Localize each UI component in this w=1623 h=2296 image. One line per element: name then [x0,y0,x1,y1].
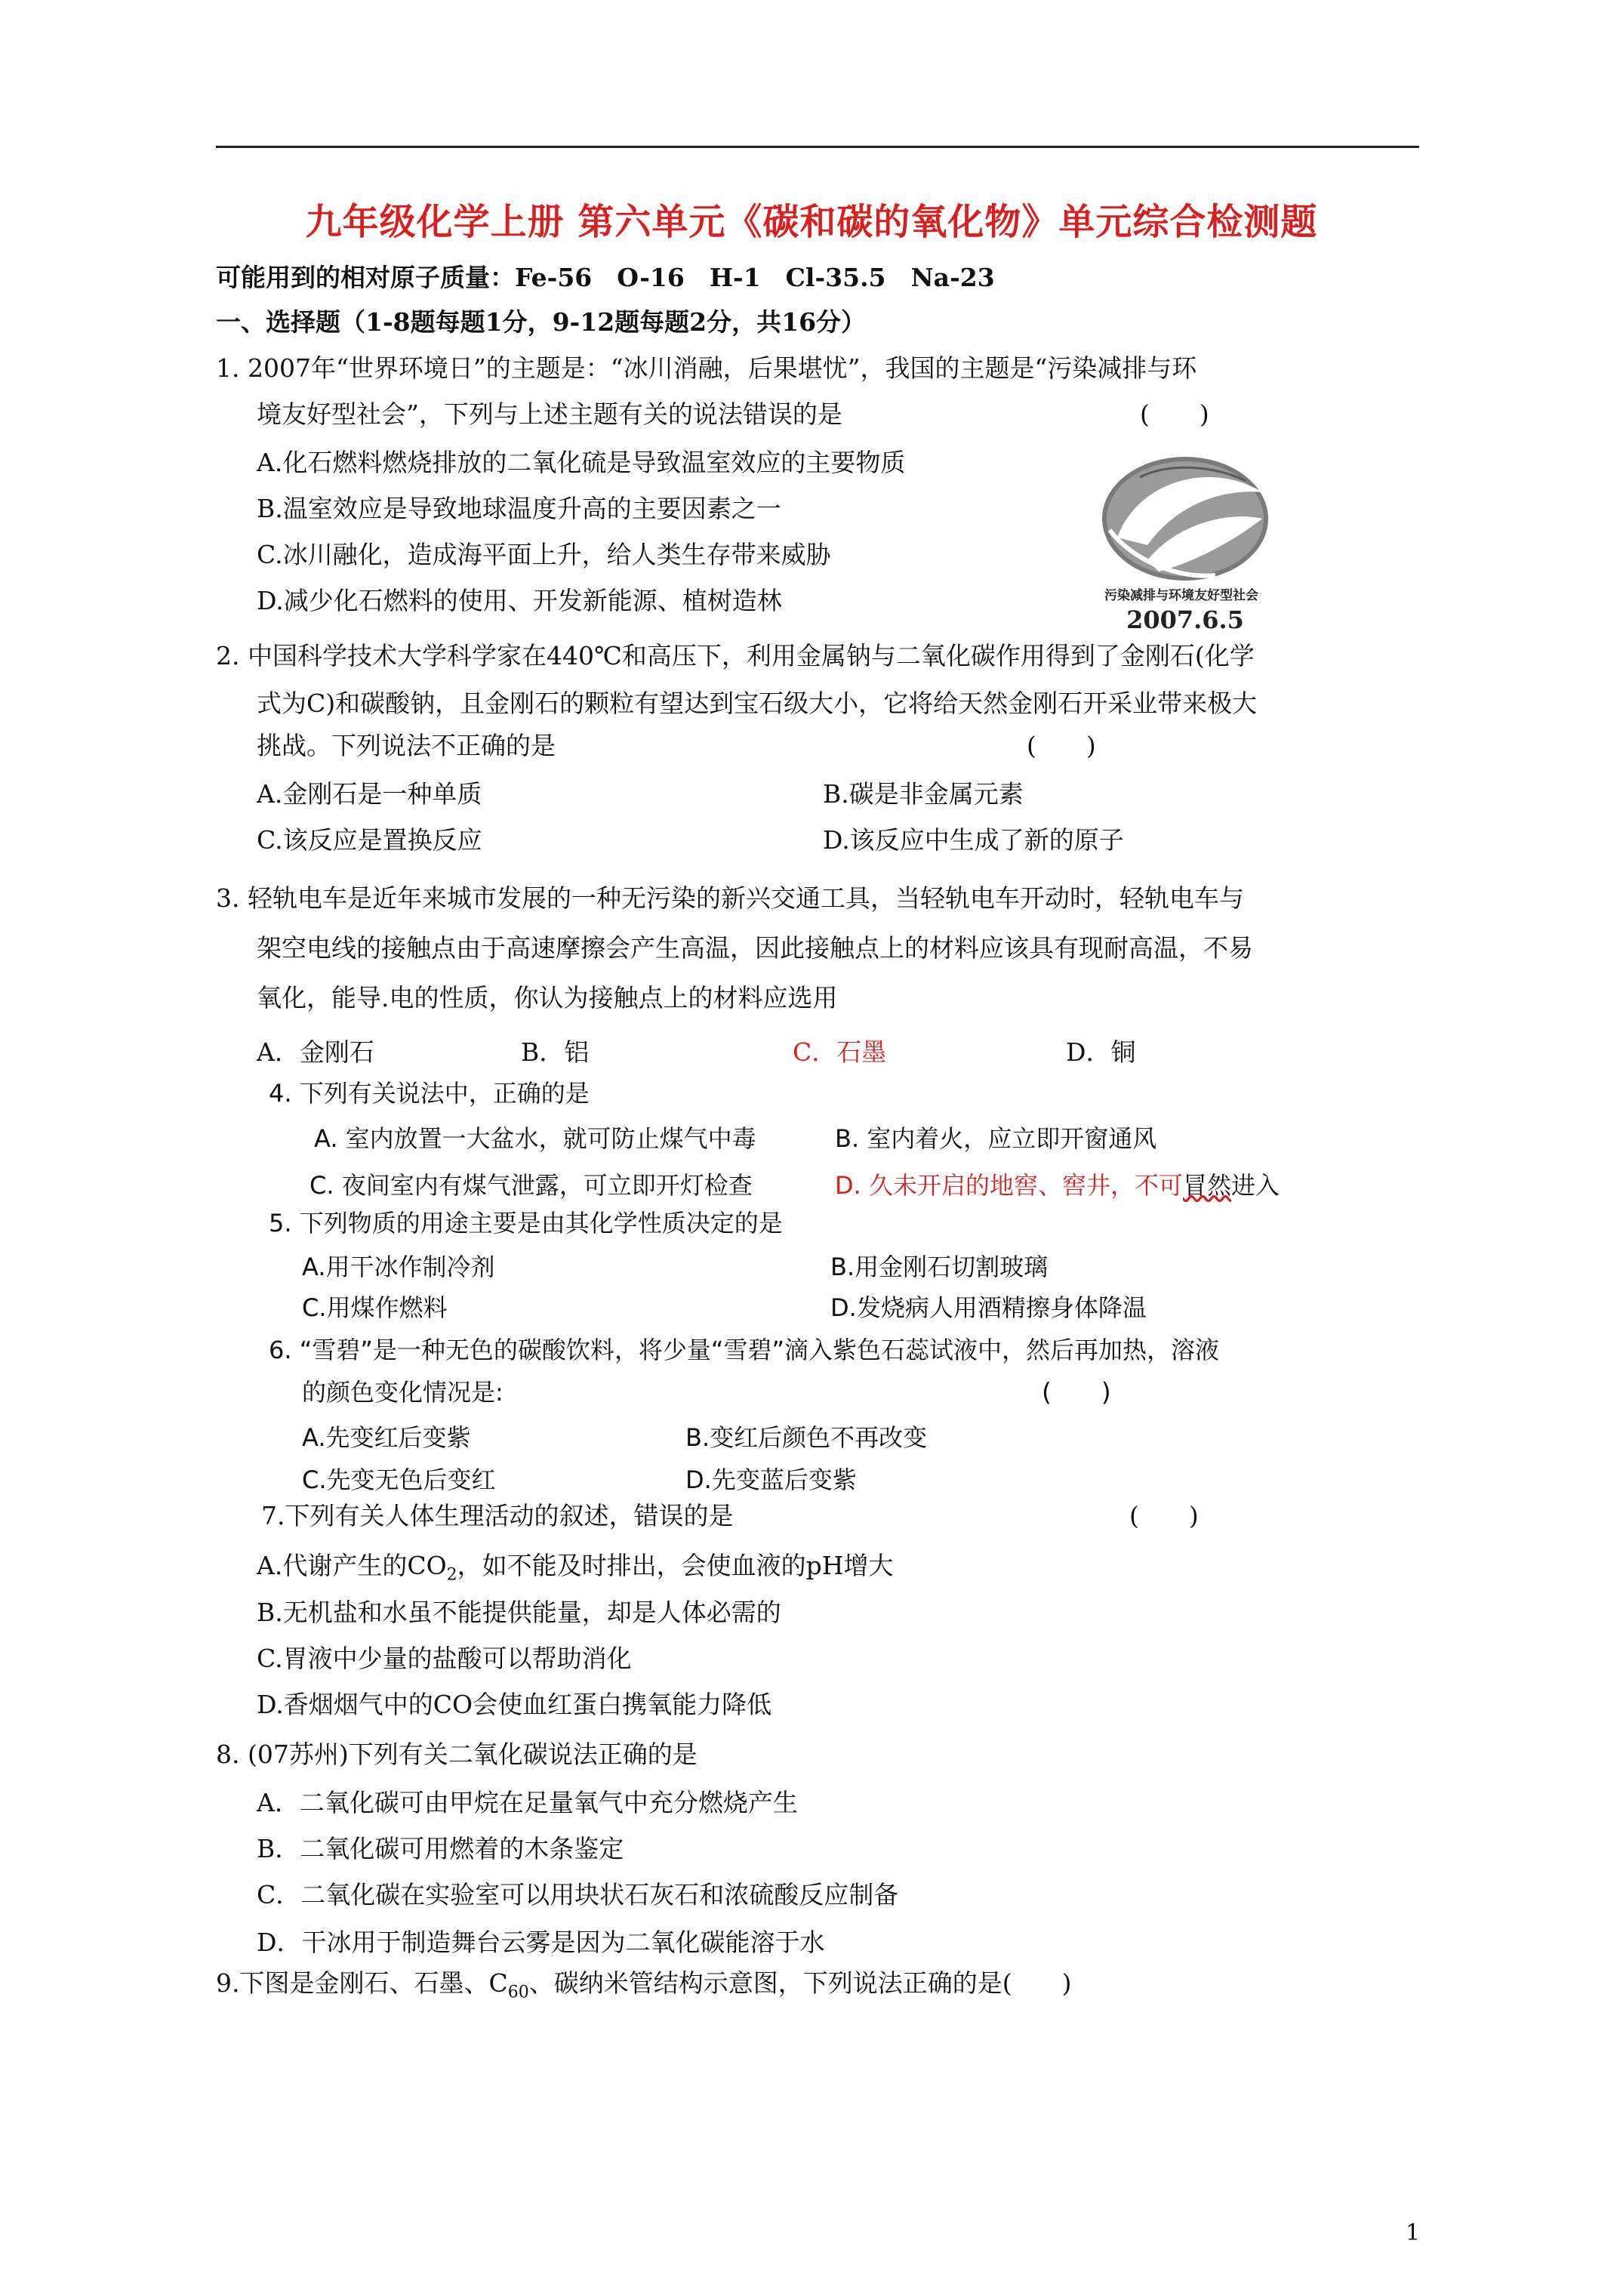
q7-option-a-prefix: A.代谢产生的CO [257,1551,447,1580]
document-title: 九年级化学上册 第六单元《碳和碳的氧化物》单元综合检测题 [305,201,1318,243]
q3-option-c-answer: C．石墨 [793,1037,887,1067]
q8-option-d: D．干冰用于制造舞台云雾是因为二氧化碳能溶于水 [257,1928,825,1957]
q1-stem-line2: 境友好型社会”，下列与上述主题有关的说法错误的是 [257,399,842,429]
section-heading: 一、选择题（1-8题每题1分，9-12题每题2分，共16分） [216,307,867,337]
q3-option-b: B．铝 [521,1037,590,1067]
page-number: 1 [1406,2220,1421,2246]
q4-stem: 4. 下列有关说法中，正确的是 [269,1079,590,1108]
q4-option-d-prefix: D. 久未开启的地窖、窖井，不可 [835,1171,1183,1200]
q7-answer-blank: ( ) [1129,1501,1199,1530]
q3-option-d: D．铜 [1066,1037,1136,1067]
q4-option-d-suffix: 进入 [1231,1171,1280,1200]
environment-day-logo [1064,447,1298,636]
q9-stem-prefix: 9.下图是金刚石、石墨、C [216,1968,508,1998]
q7-option-a-subscript: 2 [446,1565,457,1585]
q6-answer-blank: ( ) [1042,1377,1111,1407]
q1-answer-blank: ( ) [1140,399,1209,429]
q4-option-a: A. 室内放置一大盆水，就可防止煤气中毒 [314,1124,756,1153]
q8-stem: 8. (07苏州)下列有关二氧化碳说法正确的是 [216,1740,698,1769]
logo-date: 2007.6.5 [1126,606,1244,634]
question-9-stem [216,1967,1072,2010]
q4-option-b: B. 室内着火，应立即开窗通风 [835,1124,1157,1153]
q6-option-d: D.先变蓝后变紫 [685,1465,857,1494]
q5-option-a: A.用干冰作制冷剂 [302,1253,495,1281]
q6-stem-line1: 6. “雪碧”是一种无色的碳酸饮料，将少量“雪碧”滴入紫色石蕊试液中，然后再加热，溶液 [269,1336,1220,1364]
q3-stem-line3: 氧化，能导.电的性质，你认为接触点上的材料应选用 [257,983,838,1012]
q4-option-d-marked: 冒然 [1183,1171,1232,1200]
q4-option-d-answer [835,1169,1280,1202]
q9-stem-suffix: 、碳纳米管结构示意图，下列说法正确的是( ) [528,1968,1072,1998]
q2-answer-blank: ( ) [1027,731,1096,760]
q2-option-a: A.金刚石是一种单质 [257,779,482,809]
q8-option-b: B．二氧化碳可用燃着的木条鉴定 [257,1834,624,1863]
q7-option-a-suffix: ，如不能及时排出，会使血液的pH增大 [457,1551,894,1580]
q2-stem-line1: 2. 中国科学技术大学科学家在440℃和高压下，利用金属钠与二氧化碳作用得到了金刚石(化学 [216,641,1255,670]
q7-option-a [257,1549,894,1592]
q5-option-b: B.用金刚石切割玻璃 [830,1253,1049,1281]
q6-option-b: B.变红后颜色不再改变 [685,1423,928,1452]
q9-subscript: 60 [507,1983,529,2002]
logo-caption: 污染减排与环境友好型社会 [1104,588,1258,603]
q1-option-a: A.化石燃料燃烧排放的二氧化硫是导致温室效应的主要物质 [257,448,906,477]
q5-option-d: D.发烧病人用酒精擦身体降温 [830,1293,1147,1322]
header-rule [216,146,1419,148]
atomic-mass-line: 可能用到的相对原子质量：Fe-56 O-16 H-1 Cl-35.5 Na-23 [216,263,995,292]
q2-option-c: C.该反应是置换反应 [257,825,482,855]
q4-option-c: C. 夜间室内有煤气泄露，可立即开灯检查 [310,1171,753,1200]
q3-stem-line1: 3. 轻轨电车是近年来城市发展的一种无污染的新兴交通工具，当轻轨电车开动时，轻轨电车与 [216,883,1244,913]
q7-option-d: D.香烟烟气中的CO会使血红蛋白携氧能力降低 [257,1690,772,1719]
q6-stem-line2: 的颜色变化情况是: [302,1378,504,1407]
q3-stem-line2: 架空电线的接触点由于高速摩擦会产生高温，因此接触点上的材料应该具有现耐高温，不易 [257,933,1253,963]
q6-option-c: C.先变无色后变红 [302,1465,496,1494]
q1-option-d: D.减少化石燃料的使用、开发新能源、植树造林 [257,586,782,615]
q8-option-c: C．二氧化碳在实验室可以用块状石灰石和浓硫酸反应制备 [257,1880,899,1909]
q7-stem: 7.下列有关人体生理活动的叙述，错误的是 [261,1501,734,1530]
q5-stem: 5. 下列物质的用途主要是由其化学性质决定的是 [269,1209,783,1237]
q2-stem-line2: 式为C)和碳酸钠，且金刚石的颗粒有望达到宝石级大小，它将给天然金刚石开采业带来极大 [257,689,1258,718]
q8-option-a: A．二氧化碳可由甲烷在足量氧气中充分燃烧产生 [257,1788,798,1817]
q6-option-a: A.先变红后变紫 [302,1423,471,1452]
q7-option-c: C.胃液中少量的盐酸可以帮助消化 [257,1644,632,1673]
q2-option-b: B.碳是非金属元素 [823,779,1024,809]
q3-option-a: A．金刚石 [257,1037,374,1067]
q1-option-c: C.冰川融化，造成海平面上升，给人类生存带来威胁 [257,540,831,569]
q5-option-c: C.用煤作燃料 [302,1293,448,1322]
q2-option-d: D.该反应中生成了新的原子 [823,825,1124,855]
q1-option-b: B.温室效应是导致地球温度升高的主要因素之一 [257,494,781,523]
q7-option-b: B.无机盐和水虽不能提供能量，却是人体必需的 [257,1598,781,1627]
q2-stem-line3: 挑战。下列说法不正确的是 [257,731,556,760]
q1-stem-line1: 1. 2007年“世界环境日”的主题是：“冰川消融，后果堪忧”，我国的主题是“污染减排与环 [216,353,1197,383]
leaf-globe-icon [1102,457,1268,581]
